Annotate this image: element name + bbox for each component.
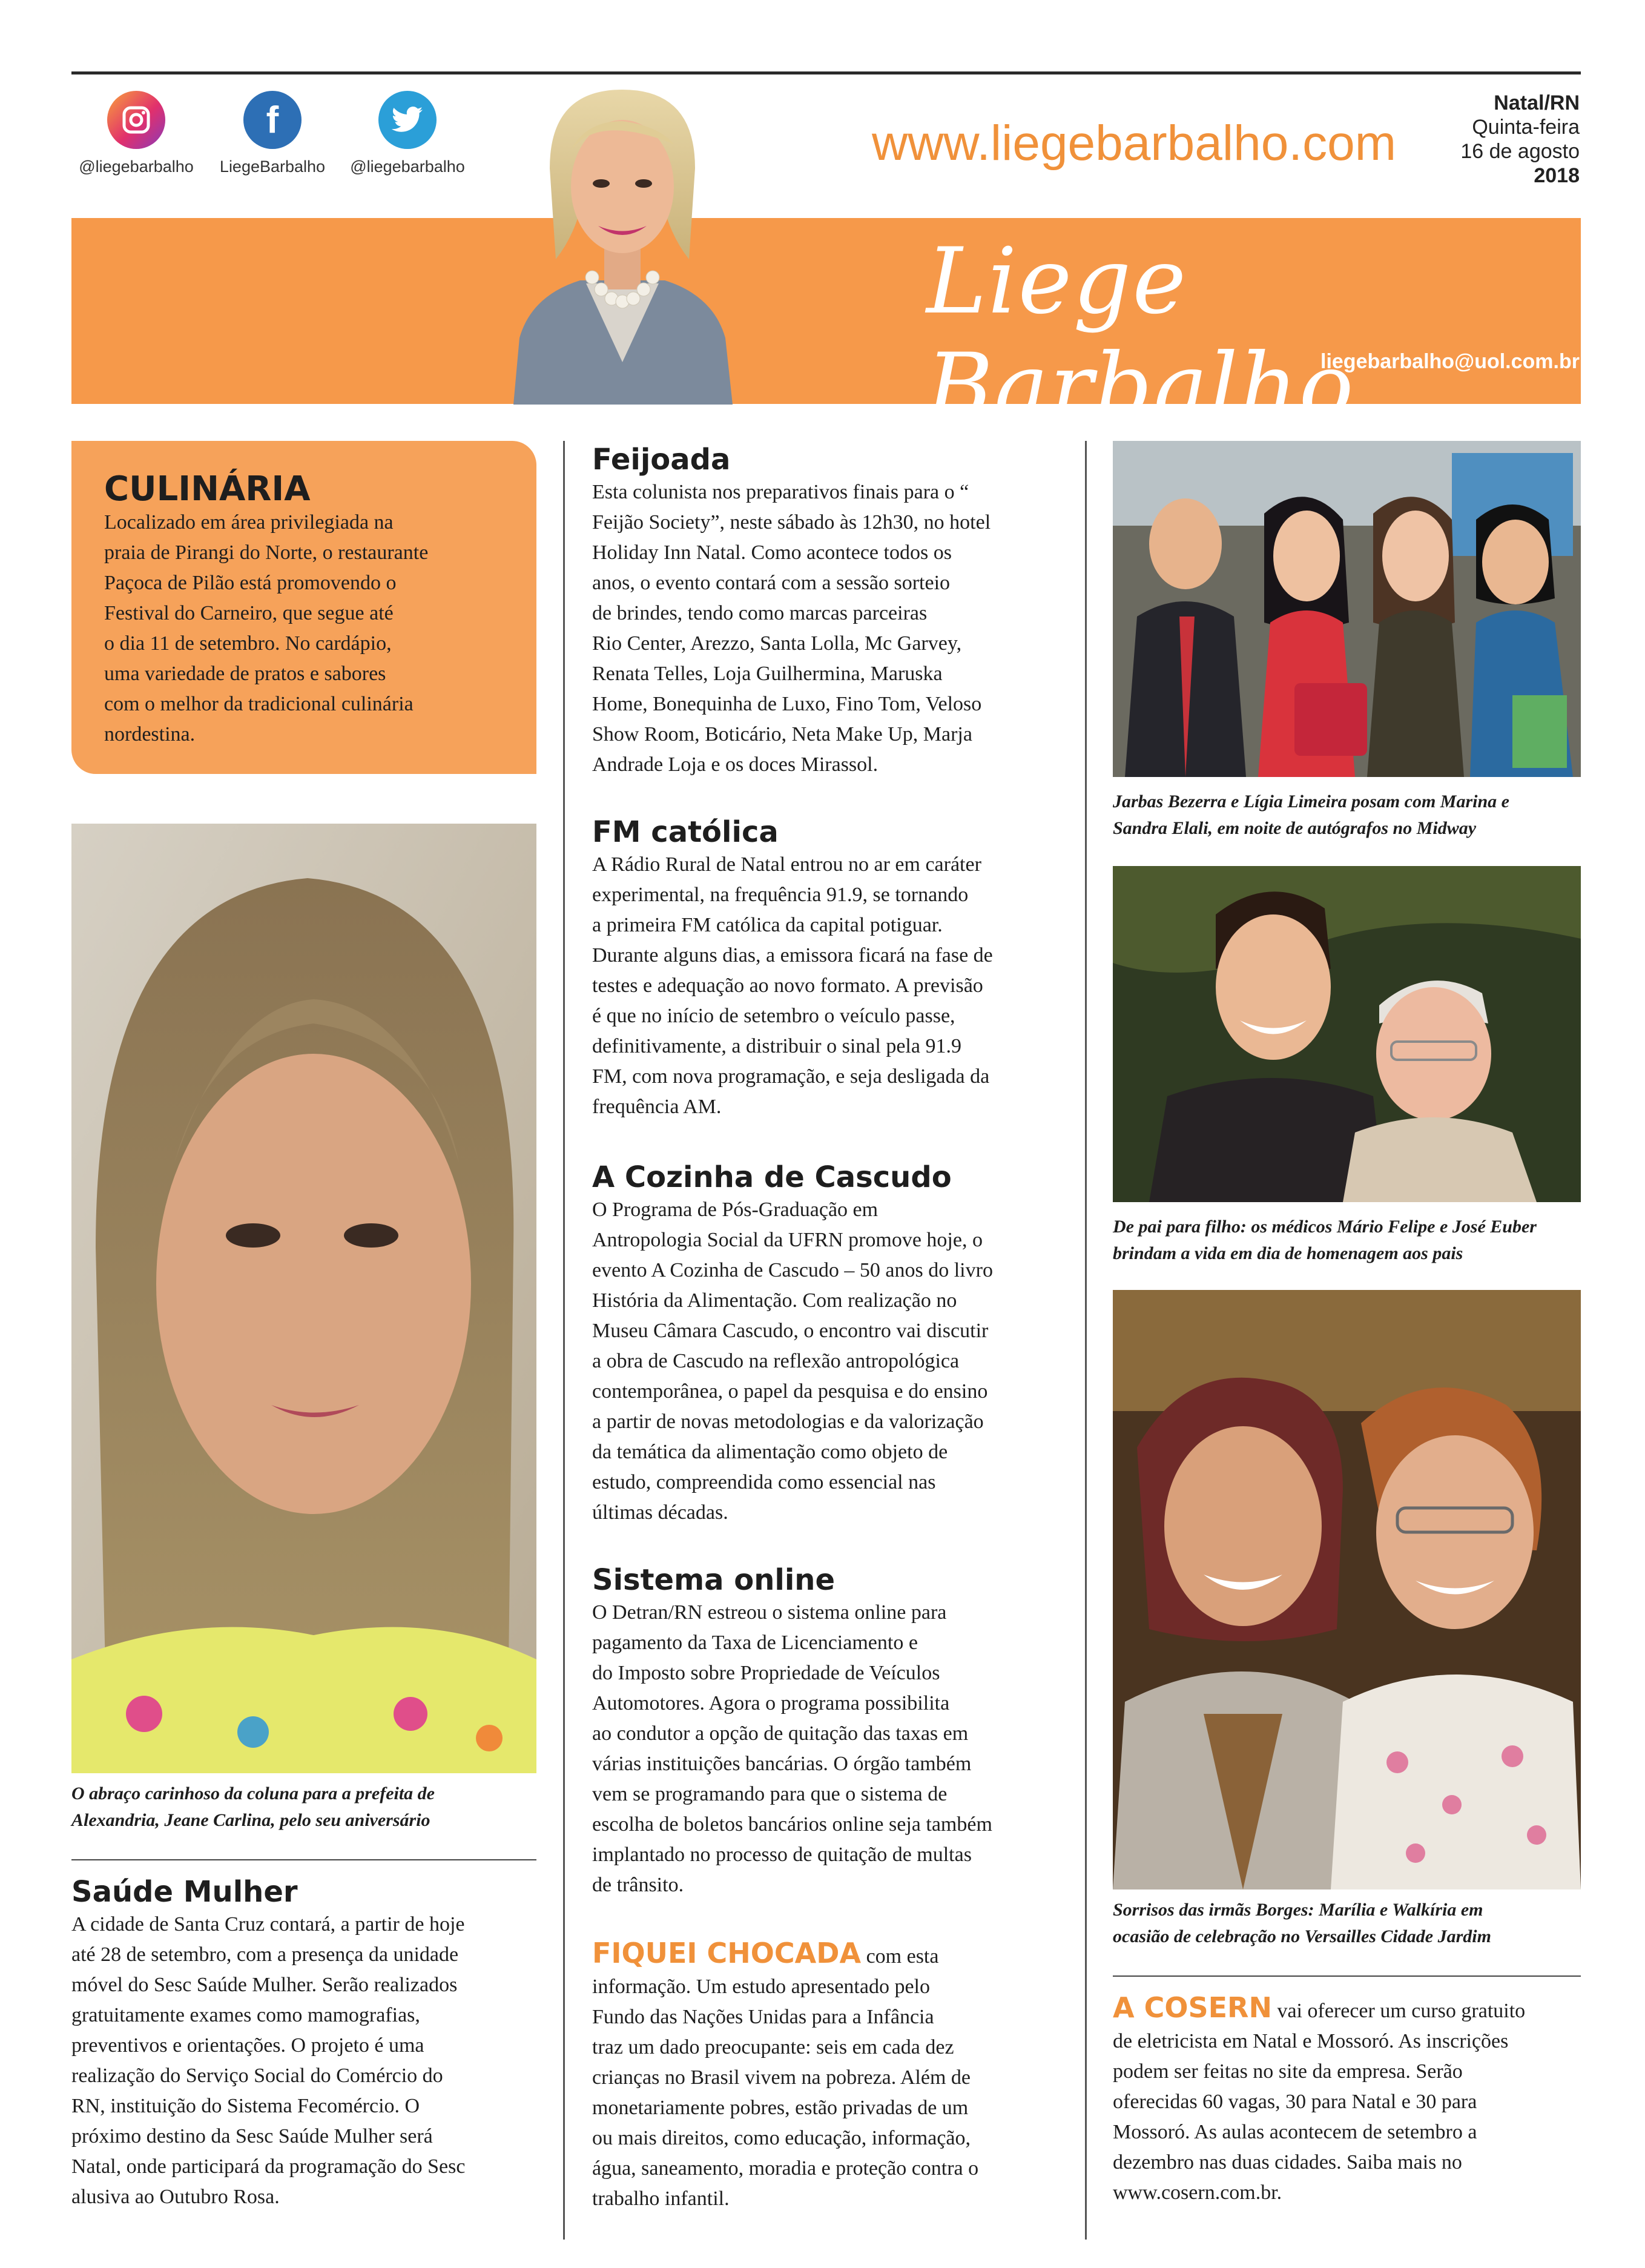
text-line: definitivamente, a distribuir o sinal pela 91.9	[592, 1035, 961, 1057]
text-line: podem ser feitas no site da empresa. Serão	[1113, 2060, 1463, 2083]
columnist-email[interactable]: liegebarbalho@uol.com.br	[1320, 350, 1580, 373]
text-line: Mossoró. As aulas acontecem de setembro a	[1113, 2121, 1477, 2143]
text-line: A Rádio Rural de Natal entrou no ar em caráter	[592, 853, 981, 876]
text-line: do Imposto sobre Propriedade de Veículos	[592, 1662, 940, 1684]
text-line: água, saneamento, moradia e proteção contra o	[592, 2157, 979, 2180]
fiquei-lead: FIQUEI CHOCADA	[592, 1937, 862, 1969]
twitter-handle: @liegebarbalho	[350, 157, 465, 176]
text-line: estudo, compreendida como essencial nas	[592, 1471, 936, 1493]
text-line: ao condutor a opção de quitação das taxas em	[592, 1722, 969, 1745]
text-line: Automotores. Agora o programa possibilita	[592, 1692, 950, 1714]
sistema-title: Sistema online	[592, 1563, 835, 1597]
text-line: Rio Center, Arezzo, Santa Lolla, Mc Garvey,	[592, 632, 962, 655]
instagram-handle: @liegebarbalho	[79, 157, 194, 176]
top-rule	[71, 71, 1581, 74]
text-line: crianças no Brasil vivem na pobreza. Além de	[592, 2066, 971, 2089]
cosern-lead: A COSERN	[1113, 1991, 1272, 2024]
text-line: de brindes, tendo como marcas parceiras	[592, 602, 928, 624]
columnist-portrait	[507, 78, 737, 405]
text-line: Localizado em área privilegiada na	[104, 511, 394, 534]
cosern-section	[1113, 1992, 1581, 2208]
columnist-name: Liege Barbalho	[926, 229, 1355, 440]
culinaria-text	[104, 507, 516, 750]
instagram-icon	[107, 91, 165, 149]
text-line: anos, o evento contará com a sessão sorteio	[592, 572, 951, 594]
text-line: gratuitamente exames como mamografias,	[71, 2004, 420, 2026]
text-line: História da Alimentação. Com realização no	[592, 1289, 957, 1312]
website-link[interactable]: www.liegebarbalho.com	[872, 116, 1397, 171]
saude-section	[71, 1874, 536, 2212]
text-line: móvel do Sesc Saúde Mulher. Serão realizados	[71, 1974, 458, 1996]
section-rule	[71, 1859, 536, 1860]
caption-line: De pai para filho: os médicos Mário Felipe e José Euber	[1113, 1217, 1537, 1237]
twitter-icon	[378, 91, 437, 149]
fiquei-first-line	[592, 1938, 1058, 1972]
text-line: Festival do Carneiro, que segue até	[104, 602, 394, 624]
text-line: a partir de novas metodologias e da valorização	[592, 1410, 984, 1433]
text-line: alusiva ao Outubro Rosa.	[71, 2186, 280, 2208]
city: Natal/RN	[1494, 91, 1580, 114]
text-line: próximo destino da Sesc Saúde Mulher será	[71, 2125, 433, 2147]
text-line: O Detran/RN estreou o sistema online para	[592, 1601, 947, 1624]
text-line: preventivos e orientações. O projeto é uma	[71, 2034, 424, 2057]
date: 16 de agosto	[1460, 140, 1580, 163]
text-line: traz um dado preocupante: seis em cada dez	[592, 2036, 954, 2058]
caption-line: O abraço carinhoso da coluna para a prefeita de	[71, 1784, 435, 1803]
text-line: da temática da alimentação como objeto de	[592, 1441, 948, 1463]
caption-irmas-borges	[1113, 1897, 1581, 1950]
text-line: dezembro nas duas cidades. Saiba mais no	[1113, 2151, 1462, 2174]
text-line: Renata Telles, Loja Guilhermina, Maruska	[592, 663, 943, 685]
text-line: o dia 11 de setembro. No cardápio,	[104, 632, 392, 655]
text-line: RN, instituição do Sistema Fecomércio. O	[71, 2095, 420, 2117]
text-line: evento A Cozinha de Cascudo – 50 anos do livro	[592, 1259, 993, 1281]
facebook-handle: LiegeBarbalho	[219, 157, 326, 176]
text-line: ou mais direitos, como educação, informação,	[592, 2127, 971, 2149]
edition-date	[1460, 91, 1580, 188]
text-line: pagamento da Taxa de Licenciamento e	[592, 1632, 918, 1654]
text-line: A cidade de Santa Cruz contará, a partir de hoje	[71, 1913, 465, 1936]
text-line: uma variedade de pratos e sabores	[104, 663, 386, 685]
caption-pai-filho	[1113, 1214, 1581, 1267]
weekday: Quinta-feira	[1472, 116, 1580, 139]
text-line: frequência AM.	[592, 1096, 722, 1118]
text-line: vem se programando para que o sistema de	[592, 1783, 948, 1805]
caption-line: brindam a vida em dia de homenagem aos pais	[1113, 1243, 1463, 1263]
sistema-section	[592, 1562, 1058, 1900]
fm-section	[592, 815, 1058, 1122]
culinaria-title: CULINÁRIA	[104, 469, 311, 509]
text-line: realização do Serviço Social do Comércio do	[71, 2065, 443, 2087]
text-line: Antropologia Social da UFRN promove hoje, o	[592, 1229, 983, 1251]
text-line: www.cosern.com.br.	[1113, 2181, 1282, 2204]
text-line: de eletricista em Natal e Mossoró. As inscrições	[1113, 2030, 1509, 2052]
caption-line: Sandra Elali, em noite de autógrafos no Midway	[1113, 818, 1477, 838]
section-rule	[1113, 1975, 1581, 1977]
caption-midway	[1113, 789, 1581, 842]
text-line: contemporânea, o papel da pesquisa e do ensino	[592, 1380, 988, 1403]
saude-title: Saúde Mulher	[71, 1875, 298, 1909]
text-line: com esta	[861, 1945, 939, 1968]
photo-pai-filho	[1113, 866, 1581, 1202]
text-line: Feijão Society”, neste sábado às 12h30, no hotel	[592, 511, 991, 534]
facebook-link[interactable]	[212, 91, 333, 176]
text-line: oferecidas 60 vagas, 30 para Natal e 30 para	[1113, 2091, 1477, 2113]
text-line: implantado no processo de quitação de multas	[592, 1843, 972, 1866]
text-line: Holiday Inn Natal. Como acontece todos os	[592, 541, 952, 564]
text-line: Show Room, Boticário, Neta Make Up, Marja	[592, 723, 972, 746]
text-line: Esta colunista nos preparativos finais para o “	[592, 481, 969, 503]
text-line: trabalho infantil.	[592, 2187, 730, 2210]
fm-title: FM católica	[592, 815, 779, 849]
column-divider-left	[563, 441, 565, 2240]
text-line: a obra de Cascudo na reflexão antropológica	[592, 1350, 960, 1372]
text-line: a primeira FM católica da capital potiguar.	[592, 914, 943, 936]
facebook-icon: f	[243, 91, 302, 149]
text-line: com o melhor da tradicional culinária	[104, 693, 414, 715]
caption-line: Sorrisos das irmãs Borges: Marília e Walkíria em	[1113, 1900, 1483, 1920]
text-line: vai oferecer um curso gratuito	[1271, 2000, 1526, 2022]
text-line: Durante alguns dias, a emissora ficará na fase de	[592, 944, 993, 967]
photo-midway-group	[1113, 441, 1581, 777]
text-line: Paçoca de Pilão está promovendo o	[104, 572, 397, 594]
cozinha-section	[592, 1160, 1058, 1528]
text-line: Natal, onde participará da programação do Sesc	[71, 2155, 466, 2178]
text-line: monetariamente pobres, estão privadas de um	[592, 2097, 969, 2119]
text-line: até 28 de setembro, com a presença da unidade	[71, 1943, 459, 1966]
photo-caption-jeane	[71, 1780, 536, 1834]
text-line: de trânsito.	[592, 1874, 684, 1896]
text-line: escolha de boletos bancários online seja também	[592, 1813, 992, 1836]
text-line: Fundo das Nações Unidas para a Infância	[592, 2006, 934, 2028]
caption-line: Alexandria, Jeane Carlina, pelo seu aniversário	[71, 1810, 430, 1830]
fiquei-section	[592, 1938, 1058, 2214]
culinaria-section	[104, 471, 516, 750]
cosern-first-line	[1113, 1992, 1581, 2026]
photo-irmas-borges	[1113, 1290, 1581, 1889]
twitter-link[interactable]	[347, 91, 468, 176]
text-line: praia de Pirangi do Norte, o restaurante	[104, 541, 429, 564]
text-line: últimas décadas.	[592, 1501, 728, 1524]
text-line: O Programa de Pós-Graduação em	[592, 1198, 879, 1221]
feijoada-section	[592, 442, 1058, 780]
text-line: várias instituições bancárias. O órgão também	[592, 1753, 972, 1775]
text-line: é que no início de setembro o veículo passe,	[592, 1005, 955, 1027]
text-line: FM, com nova programação, e seja desligada da	[592, 1065, 990, 1088]
text-line: testes e adequação ao novo formato. A previsão	[592, 974, 983, 997]
feijoada-title: Feijoada	[592, 443, 731, 477]
text-line: informação. Um estudo apresentado pelo	[592, 1975, 930, 1998]
text-line: nordestina.	[104, 723, 196, 746]
caption-line: Jarbas Bezerra e Lígia Limeira posam com Marina e	[1113, 792, 1509, 812]
year: 2018	[1534, 164, 1580, 187]
column-divider-right	[1085, 441, 1087, 2240]
text-line: Home, Bonequinha de Luxo, Fino Tom, Veloso	[592, 693, 982, 715]
instagram-link[interactable]	[76, 91, 197, 176]
text-line: Museu Câmara Cascudo, o encontro vai discutir	[592, 1320, 989, 1342]
cozinha-title: A Cozinha de Cascudo	[592, 1160, 952, 1194]
photo-jeane-carlina	[71, 824, 536, 1773]
caption-line: ocasião de celebração no Versailles Cidade Jardim	[1113, 1926, 1491, 1946]
text-line: experimental, na frequência 91.9, se tornando	[592, 884, 969, 906]
text-line: Andrade Loja e os doces Mirassol.	[592, 753, 879, 776]
